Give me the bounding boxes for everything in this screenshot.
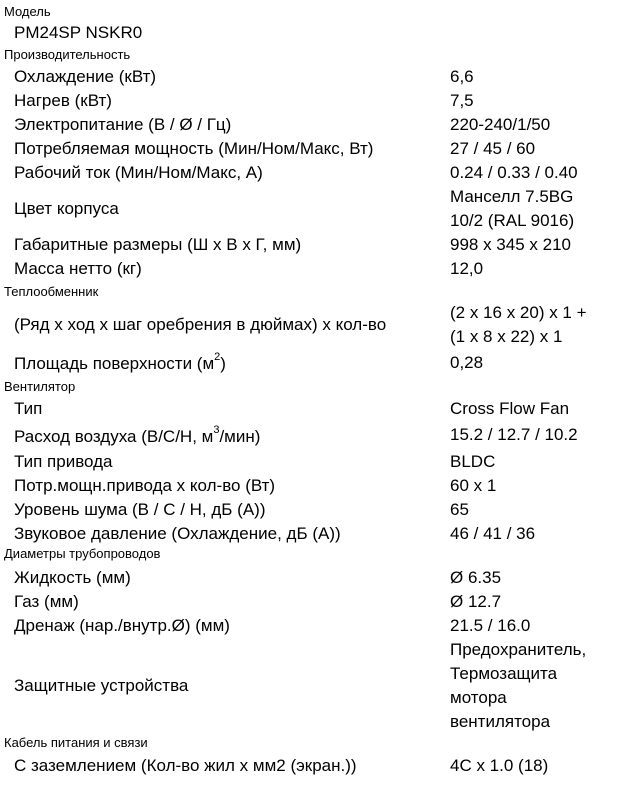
- spec-value: Cross Flow Fan: [450, 399, 570, 418]
- spec-label: Газ (мм): [14, 592, 79, 611]
- spec-value: Ø 6.35: [450, 568, 502, 587]
- spec-label: Звуковое давление (Охлаждение, дБ (А)): [14, 524, 341, 543]
- spec-value-line: 10/2 (RAL 9016): [450, 211, 575, 230]
- spec-label: Площадь поверхности $(м^2)$: [14, 351, 226, 373]
- spec-label: Уровень шума (В / С / Н, дБ (А)): [14, 500, 266, 519]
- spec-value: 27 / 45 / 60: [450, 139, 536, 158]
- spec-label: Потр.мощн.привода х кол-во (Вт): [14, 476, 276, 495]
- spec-label: Цвет корпуса: [14, 199, 119, 218]
- spec-value-line: (1 x 8 x 22) x 1: [450, 327, 563, 346]
- spec-label: Масса нетто (кг): [14, 259, 142, 278]
- section-header-heat-exchanger: Теплообменник: [4, 284, 99, 299]
- spec-label: Расход воздуха (В/С/Н, $м^3/мин$): [14, 424, 261, 446]
- spec-value: BLDC: [450, 452, 496, 471]
- spec-label: Тип: [14, 399, 43, 418]
- spec-value: 21.5 / 16.0: [450, 616, 531, 635]
- spec-label: Жидкость (мм): [14, 568, 131, 587]
- spec-value-line: Манселл 7.5BG: [450, 187, 574, 206]
- spec-label: Рабочий ток (Мин/Ном/Макс, А): [14, 163, 263, 182]
- spec-value: 4C x 1.0 (18): [450, 756, 549, 775]
- spec-value-line: вентилятора: [450, 712, 551, 731]
- spec-value: 15.2 / 12.7 / 10.2: [450, 425, 578, 444]
- spec-value-line: Термозащита: [450, 664, 558, 683]
- spec-label: Тип привода: [14, 452, 113, 471]
- spec-value: 65: [450, 500, 469, 519]
- model-name: PM24SP NSKR0: [14, 23, 143, 42]
- spec-label: Габаритные размеры (Ш х В х Г, мм): [14, 235, 302, 254]
- spec-value-line: (2 x 16 x 20) x 1 +: [450, 303, 587, 322]
- spec-value: 220-240/1/50: [450, 115, 551, 134]
- spec-label: (Ряд х ход х шаг оребрения в дюймах) х кол-во: [14, 315, 387, 334]
- section-header-model: Модель: [4, 4, 51, 19]
- spec-label: Электропитание (В / Ø / Гц): [14, 115, 232, 134]
- spec-value: 60 x 1: [450, 476, 497, 495]
- spec-value: Ø 12.7: [450, 592, 502, 611]
- section-header-performance: Производительность: [4, 47, 131, 62]
- section-header-piping: Диаметры трубопроводов: [4, 546, 161, 561]
- spec-value: 6,6: [450, 67, 474, 86]
- spec-label: Защитные устройства: [14, 676, 189, 695]
- spec-value: 0.24 / 0.33 / 0.40: [450, 163, 578, 182]
- spec-label: Охлаждение (кВт): [14, 67, 157, 86]
- spec-value: 12,0: [450, 259, 484, 278]
- spec-value: 46 / 41 / 36: [450, 524, 536, 543]
- spec-value: 0,28: [450, 353, 484, 372]
- spec-label: Дренаж (нар./внутр.Ø) (мм): [14, 616, 230, 635]
- spec-value-line: мотора: [450, 688, 507, 707]
- section-header-fan: Вентилятор: [4, 379, 76, 394]
- spec-value: 7,5: [450, 91, 474, 110]
- spec-value: 998 x 345 x 210: [450, 235, 571, 254]
- spec-value-line: Предохранитель,: [450, 640, 587, 659]
- spec-label: С заземлением (Кол-во жил х мм2 (экран.)): [14, 756, 357, 775]
- spec-label: Нагрев (кВт): [14, 91, 112, 110]
- spec-label: Потребляемая мощность (Мин/Ном/Макс, Вт): [14, 139, 374, 158]
- section-header-cable: Кабель питания и связи: [4, 735, 148, 750]
